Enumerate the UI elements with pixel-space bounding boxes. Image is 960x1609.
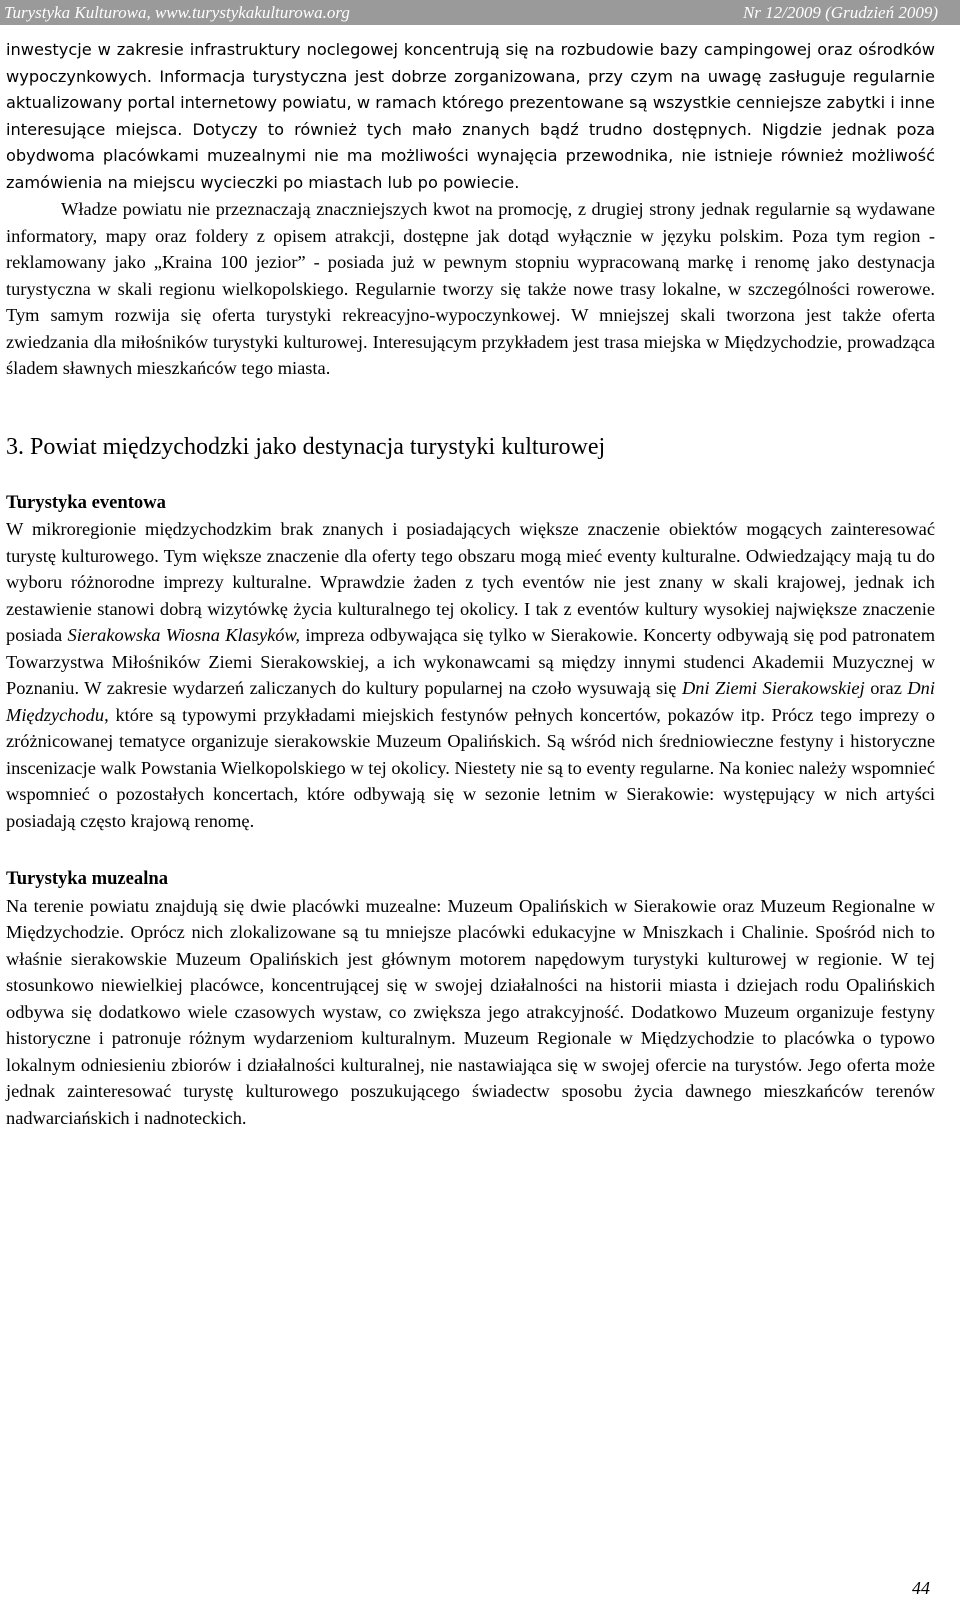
text-run: W mikroregionie międzychodzkim brak znanych i posiadających większe znaczenie obiektów mogących zainteresować turystę kulturowego. Tym większe znaczenie dla oferty tego obszaru mogą mieć eventy kulturalne. Odwiedzający mają tu do wyboru różnorodne imprezy kulturalne. Wprawdzie żaden z tych eventów nie jest znany w skali krajowej, jednak ich zestawienie stanowi dobrą wizytówkę życia kulturalnego tej okolicy. I tak z eventów kultury wysokiej największe znaczenie posiada [6,519,935,645]
article-body [6,37,935,1131]
header-journal-title: Turystyka Kulturowa, www.turystykakulturowa.org [4,3,350,22]
subsection-heading-eventowa: Turystyka eventowa [6,491,166,513]
paragraph-intro-1: inwestycje w zakresie infrastruktury noclegowej koncentrują się na rozbudowie bazy campingowej oraz ośrodków wypoczynkowych. Informacja turystyczna jest dobrze zorganizowana, przy czym na uwagę zasługuje regularnie aktualizowany portal internetowy powiatu, w ramach którego prezentowane są wszystkie cenniejsze zabytki i inne interesujące miejsca. Dotyczy to również tych mało znanych bądź trudno dostępnych. Nigdzie jednak poza obydwoma placówkami muzealnymi nie ma możliwości wynajęcia przewodnika, nie istnieje również możliwość zamówienia na miejscu wycieczki po miastach lub po powiecie. [6,40,935,192]
spacer [6,834,935,858]
paragraph-muzealna: Na terenie powiatu znajdują się dwie placówki muzealne: Muzeum Opalińskich w Sierakowie oraz Muzeum Regionalne w Międzychodzie. Oprócz nich zlokalizowane są tu mniejsze placówki edukacyjne w Mniszkach i Chalinie. Spośród nich to właśnie sierakowskie Muzeum Opalińskich jest głównym motorem napędowym turystyki kulturowej w regionie. W tej stosunkowo niewielkiej placówce, koncentrującej się w swojej działalności na historii miasta i dziejach rodu Opalińskich odbywa się dodatkowo wiele czasowych wystaw, co zwiększa jego atrakcyjność. Dodatkowo Muzeum organizuje festyny historyczne i patronuje różnym wydarzeniom kulturalnym. Muzeum Regionale w Międzychodzie to placówka o typowo lokalnym odniesieniu zbiorów i działalności kulturalnej, nie nastawiająca się w swojej ofercie na turystów. Jego oferta może jednak zainteresować turystę kulturowego poszukującego świadectw sposobu życia dawnego mieszkańców terenów nadwarciańskich i nadnoteckich. [6,895,935,1128]
text-run: impreza odbywająca się tylko w Sierakowie. Koncerty odbywają się pod patronatem Towarzystwa Miłośników Ziemi Sierakowskiej, a ich wykonawcami są między innymi studenci Akademii Muzycznej w Poznaniu. W zakresie wydarzeń zaliczanych do kultury popularnej na czoło wysuwają się [6,625,936,698]
text-run: oraz [864,678,908,698]
event-name-wiosna-klasykow: Sierakowska Wiosna Klasyków, [67,625,300,645]
paragraph-intro-2: Władze powiatu nie przeznaczają znaczniejszych kwot na promocję, z drugiej strony jednak regularnie są wydawane informatory, mapy oraz foldery z opisem atrakcji, dostępne jak dotąd wyłącznie w języku polskim. Poza tym region - reklamowany jako „Kraina 100 jezior” - posiada już w pewnym stopniu wypracowaną markę i renomę jako destynacja turystyczna w skali regionu wielkopolskiego. Regularnie tworzy się także nowe trasy lokalne, w szczególności rowerowe. Tym samym rozwija się oferta turystyki rekreacyjno-wypoczynkowej. W mniejszej skali tworzona jest także oferta zwiedzania dla miłośników turystyki kulturowej. Interesującym przykładem jest trasa miejska w Międzychodzie, prowadząca śladem sławnych mieszkańców tego miasta. [6,199,935,378]
page-number: 44 [912,1578,930,1598]
running-header [0,0,960,25]
paragraph-eventowa [6,516,935,834]
event-name-dni-miedzychodu: Dni Międzychodu [6,678,935,725]
text-run: , które są typowymi przykładami miejskich festynów pełnych koncertów, pokazów itp. Prócz tego imprezy o zróżnicowanej tematyce organizuje sierakowskie Muzeum Opalińskich. Są wśród nich średniowieczne festyny i historyczne inscenizacje walk Powstania Wielkopolskiego w tej okolicy. Niestety nie są to eventy regularne. Na koniec należy wspomnieć wspomnieć o pozostałych koncertach, które odbywają się w sezonie letnim w Sierakowie: występujący w nich artyści posiadają często krajową renomę. [6,704,935,831]
subsection-heading-muzealna: Turystyka muzealna [6,868,169,889]
header-issue-number: Nr 12/2009 (Grudzień 2009) [742,3,938,22]
section-title: 3. Powiat międzychodzki jako destynacja turystyki kulturowej [6,433,606,460]
event-name-dni-ziemi-sierakowskiej: Dni Ziemi Sierakowskiej [681,678,865,698]
